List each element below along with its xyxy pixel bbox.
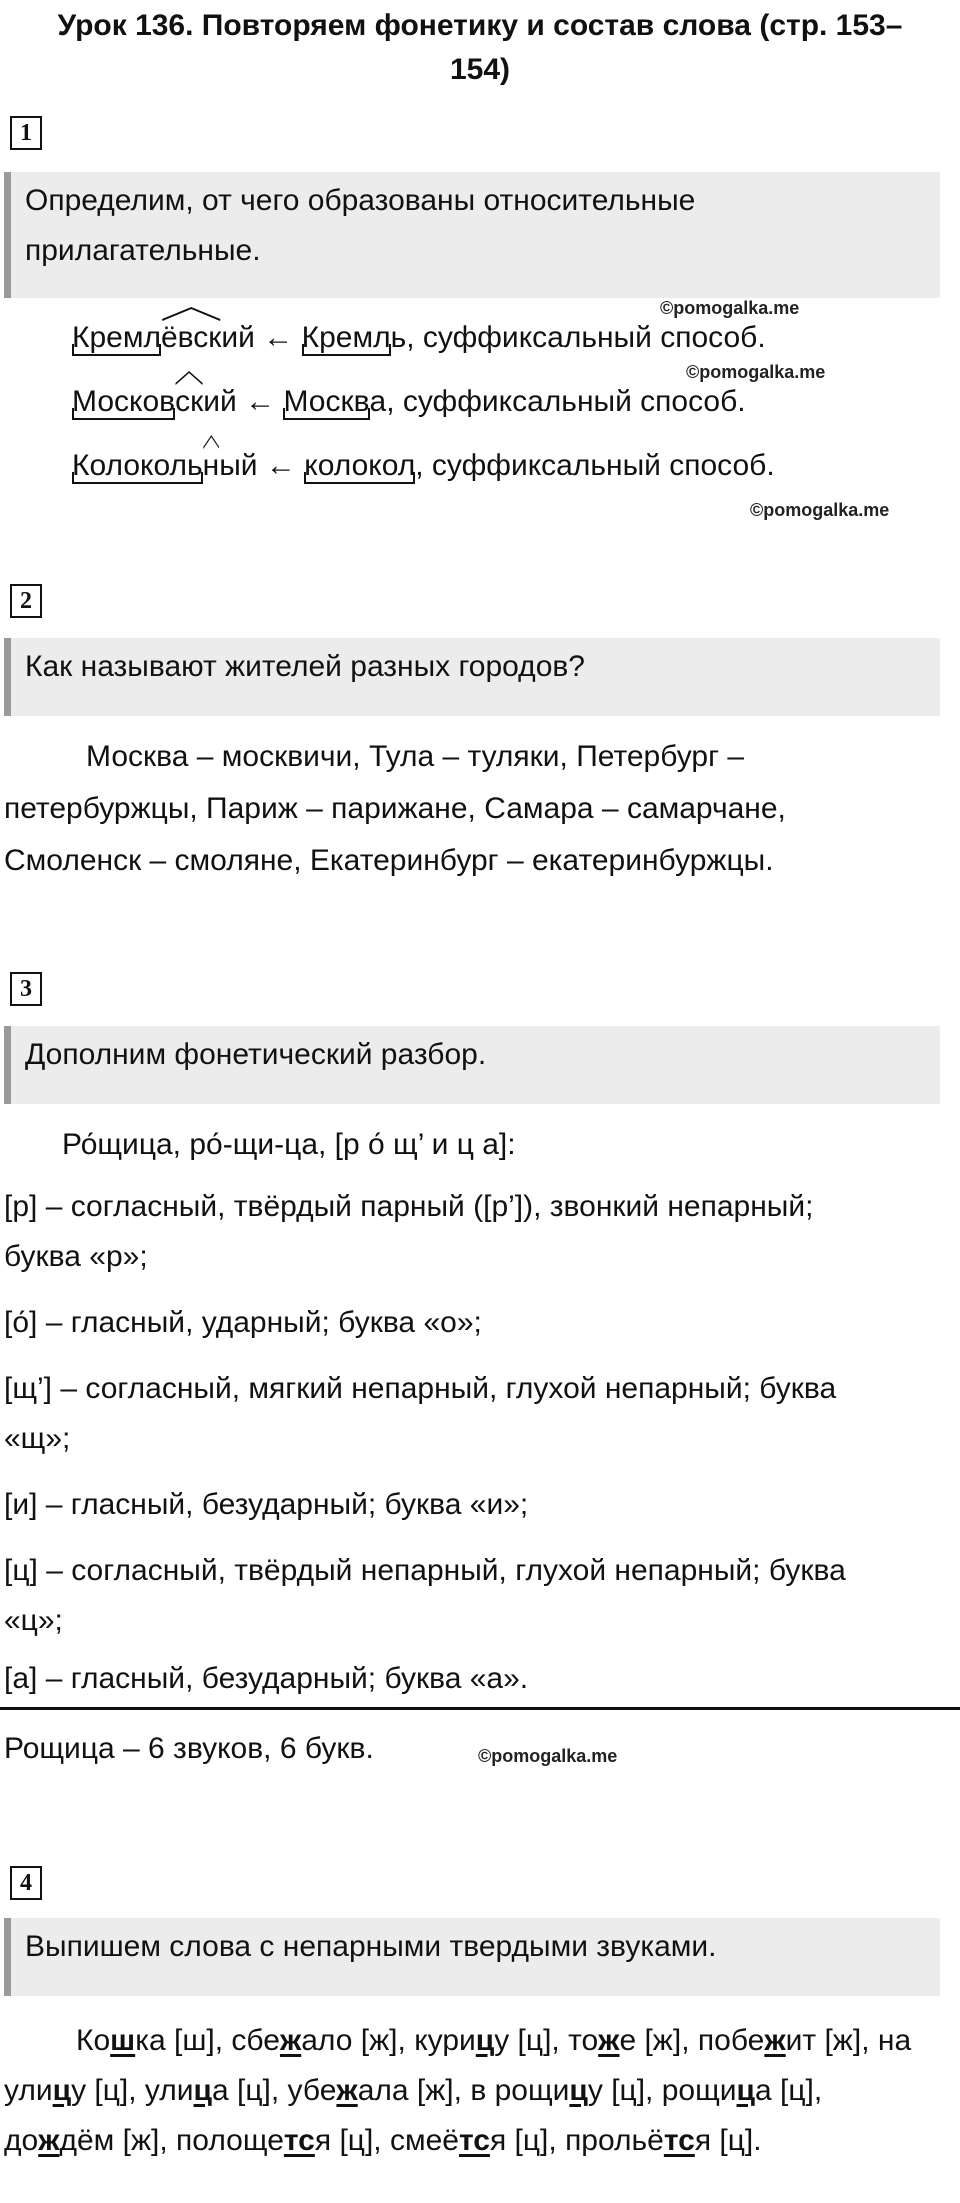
task-3-line-4: [о́] – гласный, ударный; буква «о»; — [4, 1306, 482, 1339]
base-root: Кремл — [302, 318, 391, 358]
task-3-line-7: [и] – гласный, безударный; буква «и»; — [4, 1488, 529, 1521]
task-3-line-10: [а] – гласный, безударный; буква «а». — [4, 1662, 529, 1695]
title-line-2: 154) — [449, 53, 511, 86]
word-item: смеётся [ц], — [389, 2124, 566, 2157]
word-item: дождём [ж], — [4, 2124, 177, 2157]
highlight-letter: ц — [475, 2024, 495, 2057]
word-row-1: Кремл ёвский ← Кремль, суффиксальный способ. — [72, 318, 766, 358]
arrow-left-icon: ← — [265, 449, 296, 482]
watermark: ©pomogalka.me — [660, 298, 800, 318]
highlight-letter: ц — [736, 2074, 755, 2107]
suffix-mark-icon — [203, 434, 220, 450]
word-item: прольётся [ц]. — [565, 2124, 762, 2157]
word-root: Колоколь — [72, 446, 203, 486]
highlight-letter: ш — [110, 2024, 136, 2057]
word-item: в рощицу [ц], — [470, 2074, 662, 2107]
task-3-prompt: Дополним фонетический разбор. — [4, 1026, 940, 1104]
word-suffix: ск — [175, 382, 203, 422]
task-3-line-8: [ц] – согласный, твёрдый непарный, глухой непарный; буква — [4, 1554, 846, 1587]
task-4-text — [4, 2016, 940, 2166]
word-item: тоже [ж], — [568, 2024, 698, 2057]
task-number-3: 3 — [10, 972, 42, 1006]
word-suffix: ёвск — [161, 318, 221, 358]
word-item: побежит [ж], — [697, 2024, 878, 2057]
suffix-mark-icon — [161, 306, 221, 322]
word-suffix: н — [203, 446, 220, 486]
arrow-left-icon: ← — [245, 385, 276, 418]
highlight-letter: ц — [569, 2074, 588, 2107]
highlight-letter: ж — [279, 2024, 302, 2057]
task-number-1: 1 — [10, 116, 42, 150]
task-3-line-1: Ро́щица, ро́-щи-ца, [р о́ щ’ и ц а]: — [62, 1128, 516, 1161]
highlight-letter: тс — [458, 2124, 490, 2157]
task-1-prompt: Определим, от чего образованы относительные прилагательные. — [4, 172, 940, 298]
highlight-letter: ц — [52, 2074, 72, 2107]
word-item: курицу [ц], — [414, 2024, 569, 2057]
highlight-letter: ж — [336, 2074, 358, 2107]
highlight-letter: тс — [663, 2124, 695, 2157]
word-item: улица [ц], — [144, 2074, 288, 2107]
word-item: Кошка [ш], — [76, 2024, 232, 2057]
highlight-letter: ж — [38, 2124, 60, 2157]
word-item: на улицу [ц], — [4, 2024, 912, 2107]
arrow-left-icon: ← — [263, 321, 294, 354]
base-root: колокол — [304, 446, 415, 486]
highlight-letter: ж — [598, 2024, 620, 2057]
base-root: Москв — [283, 382, 369, 422]
word-row-3: Колоколь ный ← колокол, суффиксальный способ. — [72, 446, 775, 486]
task-3-summary: Рощица – 6 звуков, 6 букв. — [4, 1732, 374, 1765]
page-title — [0, 4, 960, 92]
task-3-line-9: «ц»; — [4, 1604, 63, 1637]
word-item: рощица [ц], — [661, 2074, 823, 2107]
task-number-4: 4 — [10, 1866, 42, 1900]
word-root: Кремл — [72, 318, 161, 358]
word-item: сбежало [ж], — [231, 2024, 415, 2057]
divider — [0, 1707, 960, 1710]
watermark: ©pomogalka.me — [750, 500, 890, 520]
highlight-letter: тс — [283, 2124, 315, 2157]
word-ending: ий — [221, 321, 255, 354]
word-item: полощется [ц], — [176, 2124, 390, 2157]
title-line-1: Урок 136. Повторяем фонетику и состав слова (стр. 153– — [57, 9, 903, 42]
highlight-letter: ц — [193, 2074, 212, 2107]
task-number-2: 2 — [10, 584, 42, 618]
word-item: убежала [ж], — [287, 2074, 471, 2107]
task-3-line-3: буква «р»; — [4, 1240, 148, 1273]
task-3-line-2: [р] – согласный, твёрдый парный ([р’]), звонкий непарный; — [4, 1190, 814, 1223]
word-ending: ий — [203, 385, 237, 418]
word-root: Москов — [72, 382, 175, 422]
watermark: ©pomogalka.me — [478, 1746, 618, 1766]
highlight-letter: ж — [764, 2024, 786, 2057]
task-3-line-6: «щ»; — [4, 1422, 71, 1455]
task-2-prompt: Как называют жителей разных городов? — [4, 638, 940, 716]
task-2-line-2: петербуржцы, Париж – парижане, Самара – самарчане, — [4, 792, 786, 825]
word-ending: ый — [219, 449, 258, 482]
suffix-mark-icon — [175, 370, 203, 386]
task-3-line-5: [щ’] – согласный, мягкий непарный, глухой непарный; буква — [4, 1372, 837, 1405]
task-2-line-3: Смоленск – смоляне, Екатеринбург – екатеринбуржцы. — [4, 844, 774, 877]
word-row-2: Москов ский ← Москва, суффиксальный способ. — [72, 382, 746, 422]
task-4-prompt: Выпишем слова с непарными твердыми звуками. — [4, 1918, 940, 1996]
watermark: ©pomogalka.me — [686, 362, 826, 382]
task-2-line-1: Москва – москвичи, Тула – туляки, Петербург – — [86, 740, 745, 773]
